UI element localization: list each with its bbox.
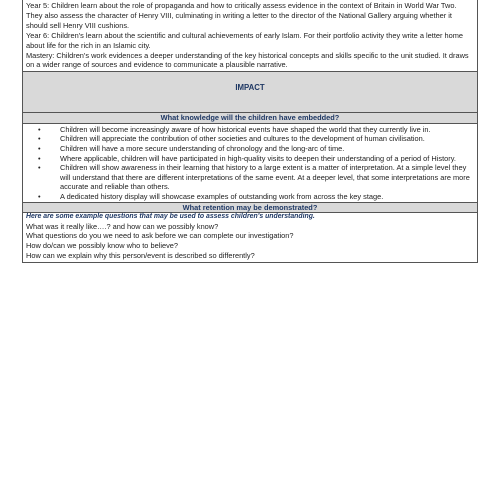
list-item [26,154,474,164]
list-item [26,144,474,154]
knowledge-cell [23,123,477,202]
question-item: How do/can we possibly know who to believe? [26,241,179,251]
question-item: What questions do you we need to ask before we can complete our investigation? [26,231,294,241]
list-item-text: Where applicable, children will have participated in high-quality visits to deepen their understanding of a period of History. [60,153,456,163]
bullet-icon: • [38,163,41,173]
mastery-paragraph: Mastery: Children's work evidences a deeper understanding of the key historical concepts and skills specific to the unit studied. It draws on a wider range of sources and evidence to communicate a plausible narrative. [26,50,469,70]
list-item-text: Children will appreciate the contribution of other societies and cultures to the development of human civilisation. [60,134,425,144]
list-item [26,125,474,135]
question-item: How can we explain why this person/event is described so differently? [26,251,255,261]
knowledge-list [23,124,477,202]
list-item-text: Children will show awareness in their learning that history to a large extent is a matter of interpretation. At a simple level they will understand that there are different interpretations of the same event. At a deeper level, that some interpretations are more accurate and reliable than others. [60,163,470,192]
year6-paragraph: Year 6: Children's learn about the scientific and cultural achievements of early Islam. For their portfolio activity they write a letter home about life for the rich in an Islamic city. [26,30,463,50]
curriculum-table [22,0,478,263]
bullet-icon: • [38,143,41,153]
bullet-icon: • [38,191,41,201]
bullet-icon: • [38,134,41,144]
list-item-text: Children will have a more secure understanding of chronology and the long-arc of time. [60,143,345,153]
retention-heading: What retention may be demonstrated? [23,202,477,212]
year-summary-cell [23,0,477,71]
list-item [26,163,474,192]
list-item [26,192,474,202]
list-item [26,134,474,144]
list-item-text: A dedicated history display will showcase examples of outstanding work from across the key stage. [60,191,384,201]
question-list [23,222,477,263]
list-item-text: Children will become increasingly aware of how historical events have shaped the world that they currently live in. [60,124,431,134]
year5-paragraph: Year 5: Children learn about the role of propaganda and how to critically assess evidence in the context of Britain in World War Two. They also assess the character of Henry VIII, culminating in writing a letter to the director of the National Gallery arguing whether it should sell Henry VIII cushions. [26,1,457,30]
retention-note: Here are some example questions that may be used to assess children's understanding. [26,212,315,220]
knowledge-heading: What knowledge will the children have embedded? [23,112,477,122]
bullet-icon: • [38,124,41,134]
retention-cell [23,212,477,262]
question-item: What was it really like….? and how can we possibly know? [26,221,219,231]
bullet-icon: • [38,153,41,163]
impact-title: IMPACT [235,83,265,93]
impact-header [23,71,477,112]
